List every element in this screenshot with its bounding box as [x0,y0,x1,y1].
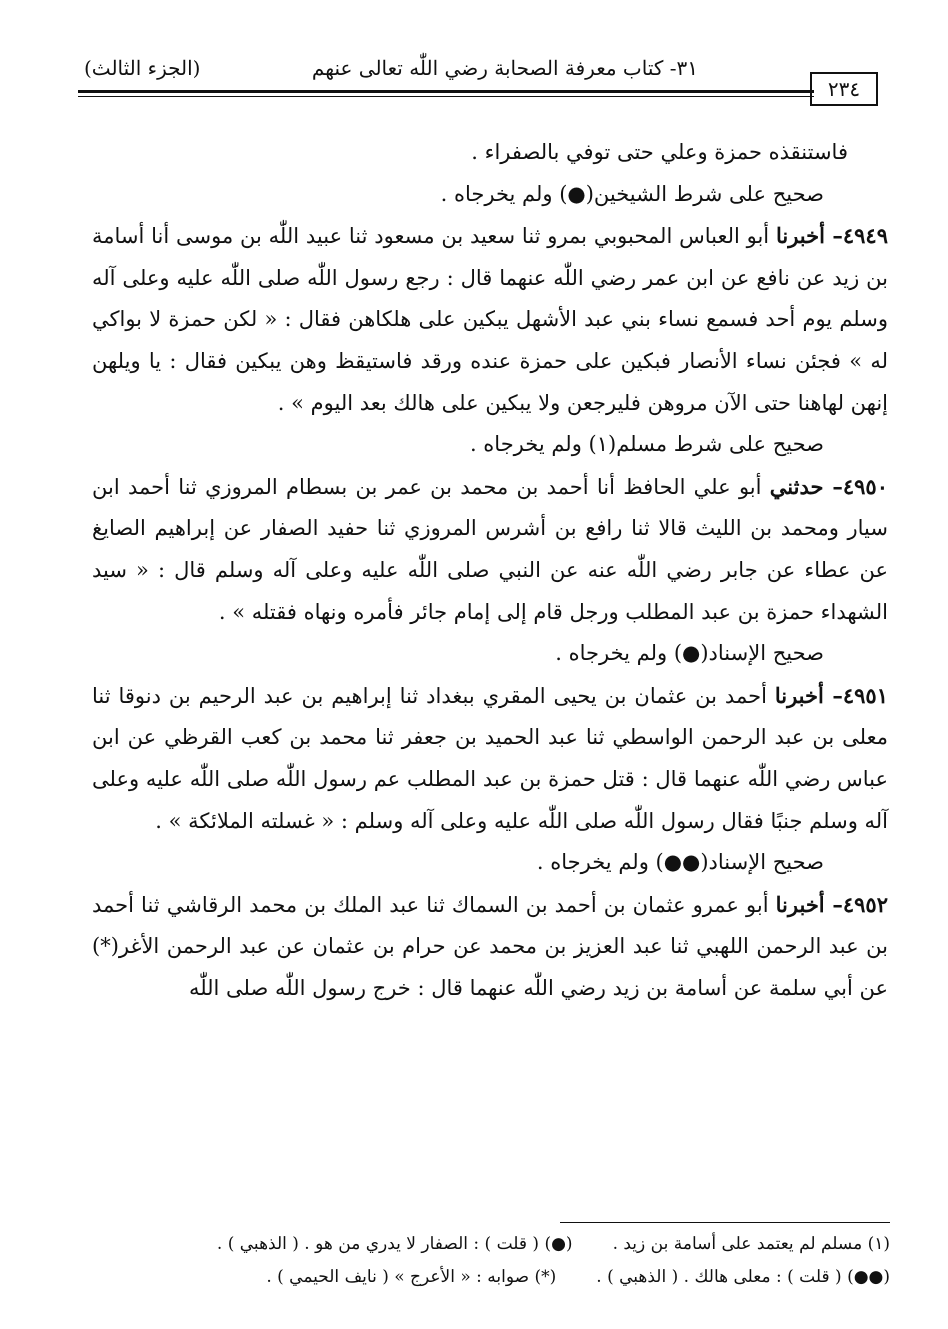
hadith-4950 [92,466,888,633]
hadith-text: أبو العباس المحبوبي بمرو ثنا سعيد بن مسعود ثنا عبيد اللّٰه بن موسى أنا أسامة بن زيد عن نافع عن ابن عمر رضي اللّٰه عنهما قال : رجع رسول اللّٰه صلى اللّٰه عليه وعلى آله وسلم يوم أحد فسمع نساء بني عبد الأشهل يبكين على هلكاهن فقال : « لكن حمزة لا بواكي له » فجئن نساء الأنصار فبكين على حمزة عنده ورقد فاستيقظ وهن يبكين فقال : يا ويلهن إنهن لهاهنا حتى الآن مروهن فليرجعن ولا يبكين على هالك بعد اليوم » . [92,224,888,415]
narration-keyword: – أخبرنا [774,682,843,708]
hadith-text: أحمد بن عثمان بن يحيى المقري ببغداد ثنا إبراهيم بن عبد الرحيم بن دنوقا ثنا معلى بن عبد الرحمن الواسطي ثنا عبد الحميد بن جعفر ثنا محمد بن كعب القرظي عن ابن عباس رضي اللّٰه عنهما قال : قتل حمزة بن عبد المطلب عم رسول اللّٰه صلى اللّٰه عليه وعلى آله وسلم جنبًا فقال رسول اللّٰه صلى اللّٰه عليه وعلى آله وسلم : « غسلته الملائكة » . [92,683,888,833]
text-paragraph: فاستنقذه حمزة وعلي حتى توفي بالصفراء . [471,140,848,164]
footnote: (١) مسلم لم يعتمد على أسامة بن زيد . [612,1234,890,1254]
hadith-4949 [92,215,888,424]
grading-line: صحيح الإسناد(●●) ولم يخرجاه . [536,850,824,875]
page-number-box: ٢٣٤ [810,72,878,106]
header-rule-thin [78,96,814,97]
hadith-number: ٤٩٤٩ [842,223,888,249]
hadith-number: ٤٩٥٢ [842,891,888,917]
hadith-4952 [92,884,888,1010]
running-header [78,52,878,101]
footnote: (*) صوابه : « الأعرج » ( نايف الحيمي ) . [266,1267,557,1287]
hadith-4951 [92,675,888,842]
footnote-line [100,1261,890,1294]
footnote: (●●) ( قلت ) : معلى هالك . ( الذهبي ) . [596,1267,890,1287]
main-text [92,132,888,1009]
grading-line: صحيح على شرط الشيخين(●) ولم يخرجاه . [440,181,824,206]
hadith-number: ٤٩٥٠ [842,473,888,499]
footnote-line [100,1228,890,1261]
hadith-text: أبو عمرو عثمان بن أحمد بن السماك ثنا عبد الملك بن محمد الرقاشي ثنا أحمد بن عبد الرحمن اللهبي ثنا عبد العزيز بن محمد عن حرام بن عثمان عن عبد الرحمن الأغر(*) عن أبي سلمة عن أسامة بن زيد رضي اللّٰه عنهما قال : خرج رسول اللّٰه صلى اللّٰه [92,892,888,1000]
hadith-number: ٤٩٥١ [842,682,888,708]
volume-label: (الجزء الثالث) [84,56,201,80]
narration-keyword: – أخبرنا [775,891,843,917]
footnotes [100,1228,890,1294]
footnote-rule [560,1222,890,1223]
footnote: (●) ( قلت ) : الصفار لا يدري من هو . ( الذهبي ) . [216,1234,573,1254]
chapter-title: ٣١- كتاب معرفة الصحابة رضي اللّٰه تعالى عنهم [311,56,698,80]
grading-line: صحيح الإسناد(●) ولم يخرجاه . [555,641,824,666]
narration-keyword: – أخبرنا [775,223,843,249]
narration-keyword: – حدثني [769,473,843,499]
hadith-text: أبو علي الحافظ أنا أحمد بن محمد بن عمر بن بسطام المروزي ثنا أحمد ابن سيار ومحمد بن الليث قالا ثنا رافع بن أشرس المروزي ثنا حفيد الصفار عن إبراهيم الصايغ عن عطاء عن جابر رضي اللّٰه عنه عن النبي صلى اللّٰه عليه وعلى آله وسلم قال : « سيد الشهداء حمزة بن عبد المطلب ورجل قام إلى إمام جائر فأمره ونهاه فقتله » . [92,474,888,624]
header-rule-thick [78,90,814,93]
grading-line: صحيح على شرط مسلم(١) ولم يخرجاه . [469,432,824,457]
